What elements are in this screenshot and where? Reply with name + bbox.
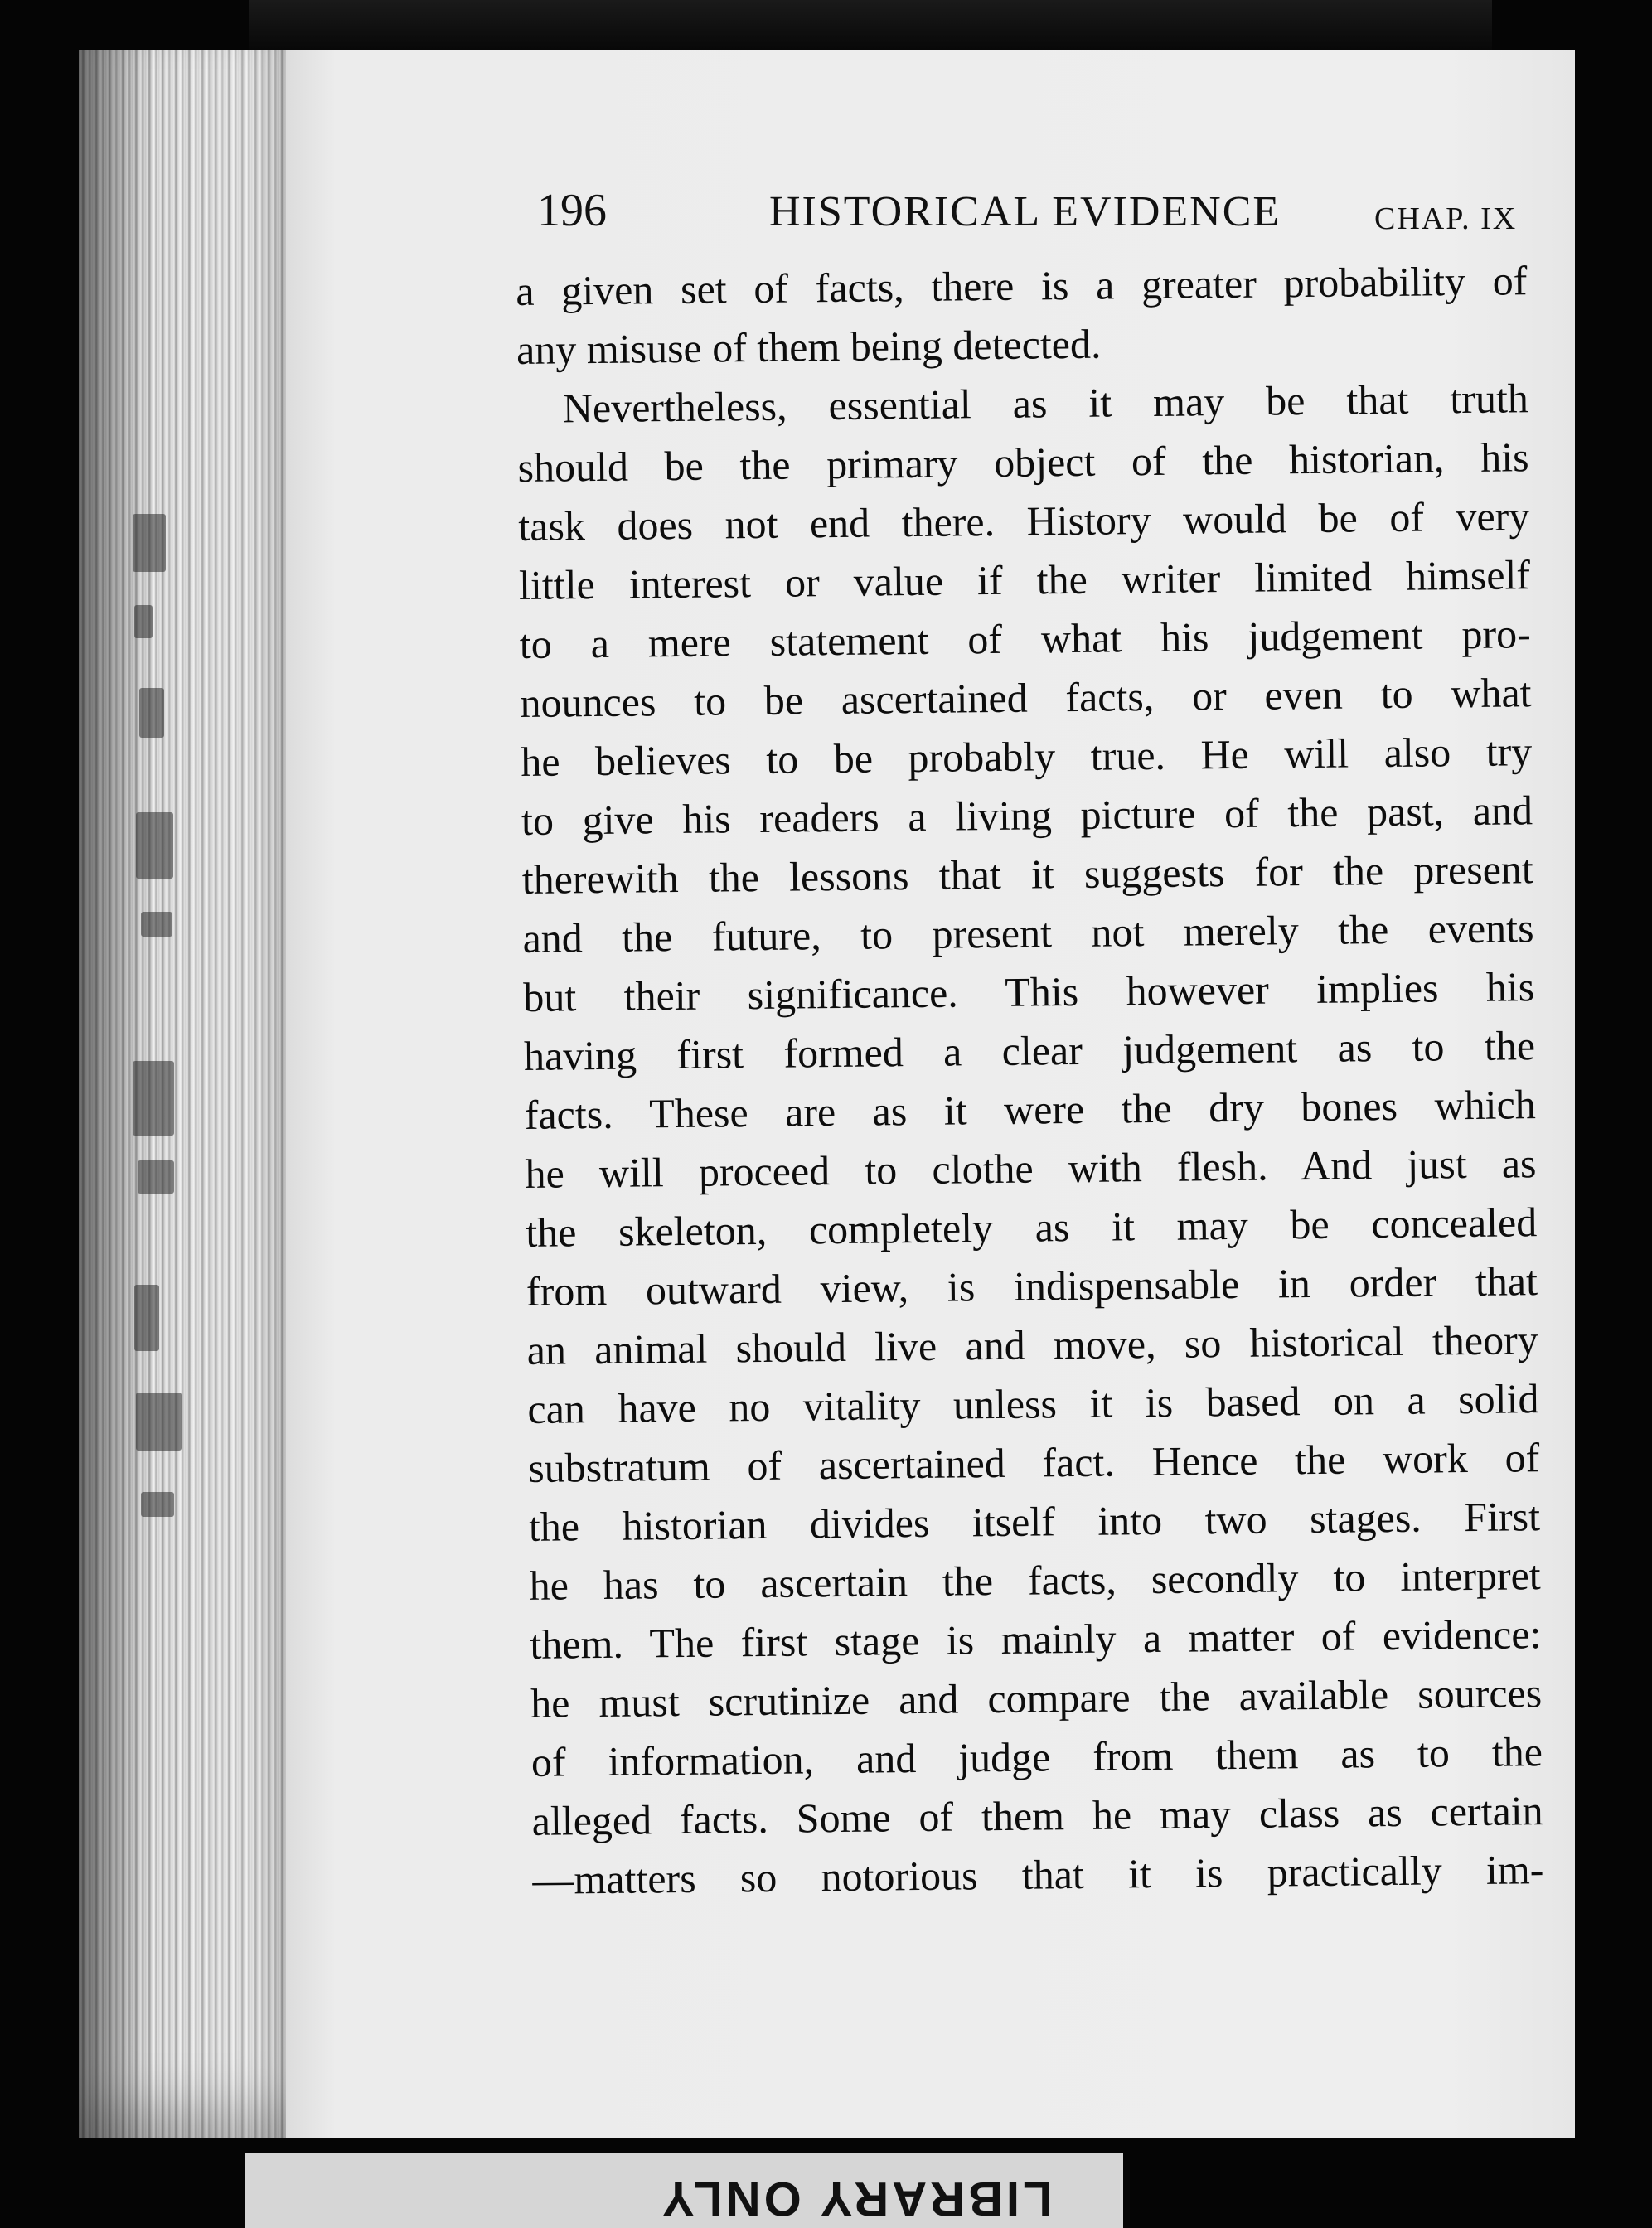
text-line: task does not end there. History would be of very <box>518 492 1530 550</box>
library-stamp <box>245 2153 1123 2228</box>
text-line: he believes to be probably true. He will also try <box>521 728 1533 785</box>
text-line: facts. These are as it were the dry bones which <box>524 1081 1537 1138</box>
text-line: an animal should live and move, so historical theory <box>526 1316 1538 1373</box>
text-line: alleged facts. Some of them he may class as certain <box>531 1787 1543 1844</box>
chapter-label: CHAP. IX <box>1374 201 1518 236</box>
text-line: to give his readers a living picture of the past, and <box>521 787 1533 844</box>
text-line: Nevertheless, essential as it may be that truth <box>562 375 1529 432</box>
body-text <box>516 251 1544 1910</box>
text-line: of information, and judge from them as to the <box>530 1728 1543 1785</box>
text-line: to a mere statement of what his judgement pro- <box>519 610 1532 667</box>
text-line: can have no vitality unless it is based on a solid <box>527 1375 1539 1432</box>
text-line: a given set of facts, there is a greater probability of <box>516 257 1528 314</box>
text-line: any misuse of them being detected. <box>516 320 1102 373</box>
text-line: he has to ascertain the facts, secondly to interpret <box>529 1552 1541 1609</box>
text-line: little interest or value if the writer limited himself <box>518 551 1531 608</box>
text-line: —matters so notorious that it is practically im- <box>532 1846 1544 1903</box>
scan-top-shadow <box>249 0 1492 50</box>
text-line: but their significance. This however implies his <box>522 963 1535 1020</box>
page-header <box>537 184 1532 250</box>
text-line: should be the primary object of the historian, his <box>517 433 1529 491</box>
text-line: them. The first stage is mainly a matter of evidence: <box>530 1610 1542 1668</box>
text-line: having first formed a clear judgement as to the <box>523 1022 1536 1079</box>
text-line: and the future, to present not merely the events <box>522 904 1534 961</box>
text-line: he will proceed to clothe with flesh. And just as <box>525 1140 1537 1197</box>
text-line: therewith the lessons that it suggests for the present <box>521 845 1534 903</box>
text-line: he must scrutinize and compare the available sources <box>530 1669 1543 1727</box>
page-number: 196 <box>537 185 607 236</box>
text-line: from outward view, is indispensable in order that <box>526 1257 1538 1315</box>
text-line: the historian divides itself into two stages. First <box>528 1493 1541 1550</box>
library-stamp-text: LIBRARY ONLY <box>659 2172 1053 2226</box>
running-title: HISTORICAL EVIDENCE <box>769 188 1281 235</box>
page-edge-marks <box>124 497 257 1575</box>
text-line: the skeleton, completely as it may be concealed <box>525 1199 1538 1256</box>
text-line: substratum of ascertained fact. Hence the work of <box>527 1434 1540 1491</box>
text-line: nounces to be ascertained facts, or even to what <box>520 669 1532 726</box>
